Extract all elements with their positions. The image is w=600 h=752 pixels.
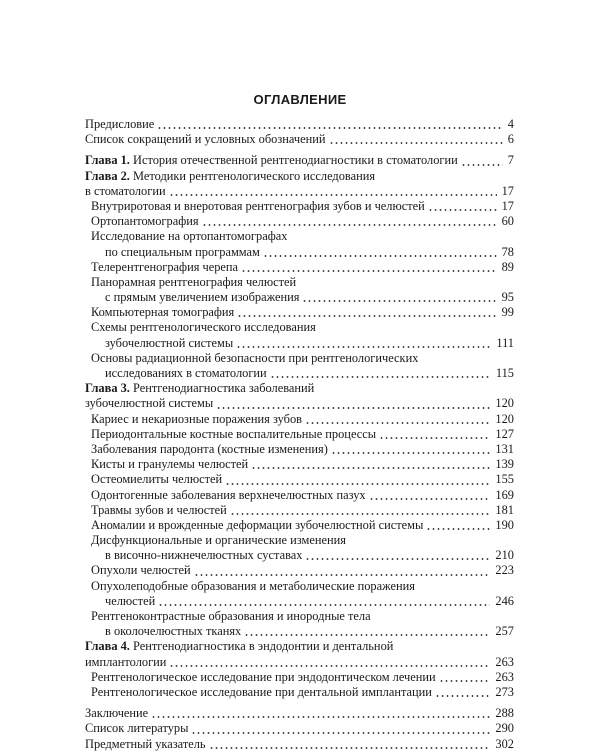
page-number: 17 bbox=[501, 183, 514, 198]
dot-leader bbox=[379, 437, 490, 439]
toc-entry-title bbox=[105, 594, 155, 609]
page-number: 89 bbox=[501, 259, 514, 274]
toc-entry bbox=[85, 706, 514, 721]
toc-entry bbox=[85, 290, 514, 305]
toc-entry-title bbox=[85, 655, 166, 670]
toc-entry bbox=[85, 184, 514, 199]
toc-entry bbox=[85, 579, 514, 594]
toc-entry-text: Компьютерная томография bbox=[91, 305, 235, 320]
dot-leader bbox=[439, 680, 490, 682]
toc-entry bbox=[85, 472, 514, 487]
toc-entry-text: Исследование на ортопантомографах bbox=[91, 229, 288, 244]
dot-leader bbox=[237, 315, 497, 317]
toc-entry-text: Опухолеподобные образования и метаболические поражения bbox=[91, 578, 415, 593]
toc-entry-text: зубочелюстной системы bbox=[85, 396, 214, 411]
toc-entry bbox=[85, 548, 514, 563]
toc-entry-title bbox=[91, 503, 227, 518]
page-number: 273 bbox=[495, 684, 514, 699]
toc-entry-text: Кисты и гранулемы челюстей bbox=[91, 457, 249, 472]
dot-leader bbox=[216, 407, 490, 409]
page-number: 78 bbox=[501, 244, 514, 259]
page-number: 4 bbox=[507, 117, 514, 131]
toc-entry-text: Дисфункциональные и органические изменения bbox=[91, 533, 346, 548]
dot-leader bbox=[244, 634, 490, 636]
toc-entry bbox=[85, 503, 514, 518]
page-number: 139 bbox=[495, 457, 514, 472]
toc-entry bbox=[85, 442, 514, 457]
chapter-label: Глава 1. bbox=[85, 153, 130, 168]
toc-entry-title bbox=[91, 685, 432, 700]
toc-entry-text: Аномалии и врожденные деформации зубочелюстной системы bbox=[91, 517, 424, 532]
toc-entry-text: в височно-нижнечелюстных суставах bbox=[105, 548, 303, 563]
chapter-label: Глава 2. bbox=[85, 168, 130, 183]
page-number: 120 bbox=[495, 411, 514, 426]
page-number: 6 bbox=[507, 132, 514, 147]
dot-leader bbox=[331, 452, 490, 454]
toc-entry bbox=[85, 199, 514, 214]
page-number: 7 bbox=[507, 153, 514, 168]
toc-entry bbox=[85, 245, 514, 260]
toc-entry bbox=[85, 305, 514, 320]
toc-entry-text: Предметный указатель bbox=[85, 736, 206, 751]
dot-leader bbox=[169, 194, 497, 196]
table-of-contents bbox=[85, 117, 514, 752]
toc-entry bbox=[85, 396, 514, 411]
dot-leader bbox=[241, 270, 497, 272]
toc-entry-title bbox=[91, 488, 366, 503]
toc-entry-title bbox=[105, 366, 267, 381]
toc-entry-text: в околочелюстных тканях bbox=[105, 624, 242, 639]
toc-entry-text: Схемы рентгенологического исследования bbox=[91, 320, 316, 335]
toc-entry bbox=[85, 169, 514, 184]
page-number: 190 bbox=[495, 517, 514, 532]
toc-entry bbox=[85, 624, 514, 639]
dot-leader bbox=[329, 142, 503, 144]
toc-entry bbox=[85, 366, 514, 381]
page-number: 115 bbox=[495, 366, 514, 380]
toc-entry-title bbox=[91, 579, 415, 594]
dot-leader bbox=[251, 467, 490, 469]
toc-entry-title bbox=[91, 427, 376, 442]
dot-leader bbox=[236, 346, 491, 348]
toc-entry-title bbox=[91, 199, 425, 214]
toc-entry-title bbox=[85, 381, 314, 396]
page-number: 131 bbox=[495, 441, 514, 456]
page-number: 120 bbox=[495, 396, 514, 411]
toc-entry-title bbox=[91, 609, 371, 624]
dot-leader bbox=[230, 513, 490, 515]
toc-entry-text: История отечественной рентгенодиагностики в стоматологии bbox=[133, 153, 458, 168]
toc-entry-text: челюстей bbox=[105, 593, 156, 608]
dot-leader bbox=[305, 558, 490, 560]
toc-entry bbox=[85, 609, 514, 624]
toc-entry-title bbox=[91, 260, 238, 275]
toc-entry-title bbox=[91, 563, 191, 578]
page-number: 288 bbox=[495, 706, 514, 721]
toc-entry-title bbox=[105, 245, 260, 260]
toc-entry-text: Рентгенологическое исследование при дентальной имплантации bbox=[91, 684, 432, 699]
toc-entry-text: имплантологии bbox=[85, 654, 167, 669]
toc-entry bbox=[85, 457, 514, 472]
toc-entry bbox=[85, 594, 514, 609]
toc-entry-text: Заболевания пародонта (костные изменения) bbox=[91, 441, 328, 456]
dot-leader bbox=[428, 209, 497, 211]
toc-entry-text: Телерентгенография черепа bbox=[91, 259, 239, 274]
toc-entry bbox=[85, 336, 514, 351]
toc-entry-title bbox=[91, 275, 296, 290]
toc-entry-title bbox=[85, 184, 166, 199]
toc-entry bbox=[85, 639, 514, 654]
dot-leader bbox=[426, 528, 490, 530]
toc-entry-text: Травмы зубов и челюстей bbox=[91, 502, 227, 517]
toc-entry-title bbox=[85, 169, 375, 184]
dot-leader bbox=[194, 574, 490, 576]
page-number: 257 bbox=[495, 624, 514, 639]
page-number: 290 bbox=[495, 721, 514, 736]
toc-entry-title bbox=[105, 290, 299, 305]
toc-entry-text: Список сокращений и условных обозначений bbox=[85, 132, 326, 147]
toc-entry bbox=[85, 533, 514, 548]
page-number: 155 bbox=[495, 472, 514, 487]
toc-entry-text: Методики рентгенологического исследования bbox=[133, 168, 376, 183]
toc-entry bbox=[85, 518, 514, 533]
dot-leader bbox=[151, 716, 490, 718]
toc-entry-text: Одонтогенные заболевания верхнечелюстных пазух bbox=[91, 487, 366, 502]
page-number: 127 bbox=[495, 426, 514, 441]
toc-entry-title bbox=[105, 624, 241, 639]
toc-entry-title bbox=[91, 214, 199, 229]
dot-leader bbox=[305, 422, 490, 424]
toc-entry-text: Панорамная рентгенография челюстей bbox=[91, 274, 297, 289]
toc-entry bbox=[85, 412, 514, 427]
toc-entry-text: Заключение bbox=[85, 706, 149, 721]
toc-entry-text: Кариес и некариозные поражения зубов bbox=[91, 411, 302, 426]
toc-entry-text: Рентгенодиагностика в эндодонтии и дентальной bbox=[133, 639, 394, 654]
dot-leader bbox=[302, 300, 497, 302]
toc-entry-title bbox=[91, 533, 346, 548]
toc-entry-text: Остеомиелиты челюстей bbox=[91, 472, 223, 487]
dot-leader bbox=[158, 604, 490, 606]
dot-leader bbox=[461, 164, 503, 166]
page-number: 60 bbox=[501, 214, 514, 229]
page-title: ОГЛАВЛЕНИЕ bbox=[253, 92, 347, 107]
dot-leader bbox=[202, 224, 497, 226]
page-number: 181 bbox=[495, 502, 514, 517]
page-number: 246 bbox=[495, 593, 514, 608]
toc-entry-text: Основы радиационной безопасности при рентгенологических bbox=[91, 350, 419, 365]
page-number: 111 bbox=[496, 335, 514, 350]
toc-entry-text: Список литературы bbox=[85, 721, 189, 736]
dot-leader bbox=[209, 747, 490, 749]
page-number: 210 bbox=[495, 548, 514, 563]
toc-entry-title bbox=[91, 472, 222, 487]
page-number: 263 bbox=[495, 669, 514, 684]
toc-entry-title bbox=[91, 351, 418, 366]
toc-entry bbox=[85, 427, 514, 442]
page-number: 302 bbox=[495, 736, 514, 751]
dot-leader bbox=[263, 255, 497, 257]
toc-entry-title bbox=[91, 670, 436, 685]
toc-entry bbox=[85, 351, 514, 366]
toc-entry-text: Ортопантомография bbox=[91, 214, 199, 229]
toc-entry-text: зубочелюстной системы bbox=[105, 335, 234, 350]
toc-entry bbox=[85, 488, 514, 503]
toc-entry bbox=[85, 670, 514, 685]
toc-entry-title bbox=[91, 442, 328, 457]
toc-entry-title bbox=[105, 336, 233, 351]
toc-entry-text: исследованиях в стоматологии bbox=[105, 366, 267, 380]
toc-entry bbox=[85, 563, 514, 578]
toc-entry-text: Рентгенологическое исследование при эндодонтическом лечении bbox=[91, 669, 436, 684]
page-number: 169 bbox=[495, 487, 514, 502]
toc-entry bbox=[85, 132, 514, 147]
toc-entry-title bbox=[91, 320, 316, 335]
toc-entry-title bbox=[85, 132, 326, 147]
dot-leader bbox=[191, 732, 490, 734]
toc-entry-text: Опухоли челюстей bbox=[91, 563, 191, 578]
toc-entry bbox=[85, 685, 514, 700]
toc-entry-title bbox=[91, 457, 248, 472]
toc-entry bbox=[85, 275, 514, 290]
dot-leader bbox=[435, 695, 490, 697]
toc-entry bbox=[85, 229, 514, 244]
toc-entry-text: в стоматологии bbox=[85, 183, 166, 198]
page-number: 263 bbox=[495, 654, 514, 669]
toc-entry bbox=[85, 214, 514, 229]
toc-entry bbox=[85, 655, 514, 670]
page-number: 99 bbox=[501, 305, 514, 320]
toc-entry-title bbox=[85, 721, 188, 736]
toc-entry bbox=[85, 737, 514, 752]
toc-entry bbox=[85, 381, 514, 396]
dot-leader bbox=[270, 376, 491, 378]
toc-entry-text: Рентгенодиагностика заболеваний bbox=[133, 381, 315, 396]
dot-leader bbox=[369, 498, 490, 500]
toc-entry bbox=[85, 153, 514, 168]
dot-leader bbox=[169, 665, 490, 667]
toc-entry-title bbox=[91, 412, 302, 427]
page-number: 17 bbox=[501, 198, 514, 213]
toc-entry-text: Периодонтальные костные воспалительные процессы bbox=[91, 426, 377, 441]
dot-leader bbox=[157, 127, 503, 129]
toc-entry-title bbox=[91, 305, 234, 320]
toc-entry-title bbox=[85, 396, 213, 411]
toc-entry-text: с прямым увеличением изображения bbox=[105, 290, 300, 305]
toc-entry-text: Рентгеноконтрастные образования и инородные тела bbox=[91, 609, 371, 623]
toc-entry-title bbox=[85, 737, 206, 752]
toc-entry-title bbox=[85, 706, 148, 721]
toc-entry-title bbox=[85, 639, 393, 654]
toc-entry bbox=[85, 721, 514, 736]
toc-entry-title bbox=[105, 548, 302, 563]
toc-entry-title bbox=[91, 229, 287, 244]
toc-entry-text: по специальным программам bbox=[105, 244, 260, 259]
page-number: 223 bbox=[495, 563, 514, 578]
toc-entry bbox=[85, 320, 514, 335]
toc-entry-title bbox=[85, 117, 154, 132]
toc-entry-text: Внутриротовая и внеротовая рентгенография зубов и челюстей bbox=[91, 198, 425, 213]
chapter-label: Глава 3. bbox=[85, 381, 130, 396]
page-number: 95 bbox=[501, 290, 514, 305]
toc-entry-title bbox=[91, 518, 423, 533]
dot-leader bbox=[225, 483, 490, 485]
toc-entry bbox=[85, 260, 514, 275]
toc-entry bbox=[85, 117, 514, 132]
toc-entry-text: Предисловие bbox=[85, 117, 155, 131]
chapter-label: Глава 4. bbox=[85, 639, 130, 654]
toc-entry-title bbox=[85, 153, 458, 168]
